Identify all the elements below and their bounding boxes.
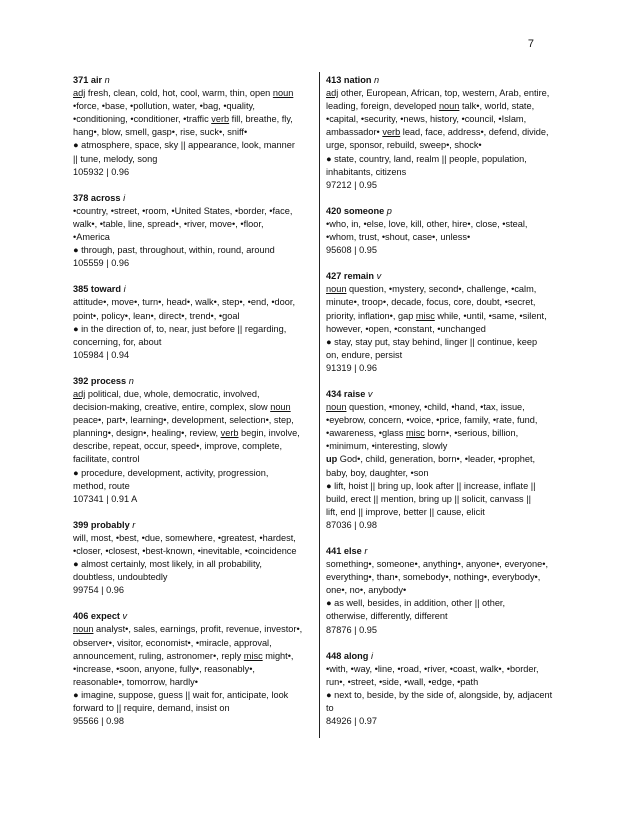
entry-line: ● lift, hoist || bring up, look after || increase, inflate || (326, 480, 536, 491)
entry-line: 99754 | 0.96 (73, 585, 124, 596)
entry-line: noun analyst•, sales, earnings, profit, revenue, investor•, (73, 624, 303, 635)
part-of-speech: i (370, 650, 373, 661)
entry (73, 74, 317, 179)
entry-line: lift, end || improve, better || cause, elicit (326, 506, 485, 517)
entry-line: planning•, design•, healing•, review, verb begin, involve, (73, 428, 300, 439)
entry-line: •America (73, 232, 110, 243)
entry-line: everything•, than•, somebody•, nothing•, everybody•, (326, 572, 541, 583)
entry-line: 105984 | 0.94 (73, 349, 130, 360)
entry-line: ● through, past, throughout, within, round, around (73, 245, 275, 256)
entry-line: run•, •street, •side, •wall, •edge, •path (326, 676, 479, 687)
entry-line: noun question, •mystery, second•, challenge, •calm, (326, 284, 537, 295)
entry-line: 105559 | 0.96 (73, 258, 130, 269)
part-of-speech: n (104, 75, 110, 85)
entry-line: announcement, ruling, astronomer•, reply misc might•, (73, 650, 294, 661)
entry-line: method, route (73, 480, 130, 491)
headword: 448 along (326, 650, 371, 661)
part-of-speech: v (367, 388, 373, 399)
entry-line: observer•, visitor, economist•, •miracle, approval, (73, 637, 272, 648)
entry-line: otherwise, differently, different (326, 611, 448, 622)
entry (73, 610, 317, 728)
headword: 413 nation (326, 75, 374, 85)
entry-line: ● procedure, development, activity, progression, (73, 467, 269, 478)
entry (326, 205, 570, 257)
entry-line: peace•, part•, learning•, development, selection•, step, (73, 415, 294, 426)
entry-headword (326, 74, 570, 87)
headword: 406 expect (73, 611, 123, 622)
entry-headword (326, 388, 570, 401)
part-of-speech: v (376, 271, 382, 282)
headword: 441 else (326, 546, 365, 556)
entry-line: ● in the direction of, to, near, just before || regarding, (73, 323, 287, 334)
entry-line: doubtless, undoubtedly (73, 572, 168, 583)
entry-headword (73, 192, 317, 205)
entry-line: ● atmosphere, space, sky || appearance, look, manner (73, 140, 295, 151)
part-of-speech: n (128, 375, 134, 386)
part-of-speech: r (132, 519, 136, 530)
entry (326, 270, 570, 375)
entry-line: noun question, •money, •child, •hand, •tax, issue, (326, 402, 525, 413)
entry-line: adj other, European, African, top, western, Arab, entire, (326, 88, 550, 99)
entry-line: concerning, for, about (73, 336, 162, 347)
entry (326, 545, 570, 637)
entry-headword (326, 545, 570, 558)
entry-line: 87876 | 0.95 (326, 624, 377, 635)
entry-line: adj political, due, whole, democratic, involved, (73, 388, 260, 399)
entry-line: •increase, •soon, anyone, fully•, reasonably•, (73, 663, 255, 674)
entry-line: 87036 | 0.98 (326, 519, 377, 530)
entry-line: baby, boy, daughter, •son (326, 467, 429, 478)
entry-line: •awareness, •glass misc born•, •serious, billion, (326, 428, 519, 439)
entry-line: 84926 | 0.97 (326, 716, 377, 727)
entry-line: ● imagine, suppose, guess || wait for, anticipate, look (73, 689, 289, 700)
part-of-speech: n (374, 75, 380, 85)
left-column (73, 74, 317, 741)
entry-line: 105932 | 0.96 (73, 166, 130, 177)
entry-headword (73, 375, 317, 388)
entry-line: describe, repeat, occur, speed•, improve, complete, (73, 441, 283, 452)
entry-line: priority, inflation•, gap misc while, •until, •same, •silent, (326, 310, 547, 321)
headword: 434 raise (326, 388, 368, 399)
entry-line: ● stay, stay put, stay behind, linger || continue, keep (326, 336, 538, 347)
entry-line: walk•, •table, line, spread•, •river, move•, •floor, (73, 218, 264, 229)
entry-line: 91319 | 0.96 (326, 362, 377, 373)
entry-line: 95608 | 0.95 (326, 245, 377, 256)
entry-line: •eyebrow, concern, •voice, •price, family, •rate, fund, (326, 415, 538, 426)
column-divider (319, 72, 320, 738)
headword: 371 air (73, 75, 105, 85)
entry-line: to (326, 703, 334, 714)
headword: 392 process (73, 375, 129, 386)
right-column (326, 74, 570, 741)
headword: 427 remain (326, 271, 377, 282)
entry-line: ● next to, beside, by the side of, alongside, by, adjacent (326, 689, 553, 700)
entry-headword (73, 74, 317, 87)
entry (73, 283, 317, 362)
entry-line: •minimum, •interesting, slowly (326, 441, 448, 452)
entry-line: •capital, •security, •news, history, •council, •Islam, (326, 114, 527, 125)
entry-line: •conditioning, •conditioner, •traffic verb fill, breathe, fly, (73, 114, 293, 125)
part-of-speech: i (123, 192, 126, 203)
entry (73, 375, 317, 506)
entry-headword (73, 519, 317, 532)
entry-line: however, •open, •constant, •unchanged (326, 323, 486, 334)
entry-line: minute•, troop•, decade, focus, core, doubt, •secret, (326, 297, 536, 308)
entry-line: 107341 | 0.91 A (73, 493, 138, 504)
entry-line: •closer, •closest, •best-known, •inevitable, •coincidence (73, 546, 297, 556)
entry-line: || tune, melody, song (73, 153, 158, 164)
entry (326, 388, 570, 532)
entry-line: inhabitants, citizens (326, 166, 407, 177)
entry-headword (73, 283, 317, 296)
entry (326, 650, 570, 729)
entry-line: •whom, trust, •shout, case•, unless• (326, 232, 471, 243)
entry-line: ambassador• verb lead, face, address•, defend, divide, (326, 127, 549, 138)
page-number: 7 (527, 38, 534, 50)
entry-line: reasonable•, tomorrow, hardly• (73, 676, 198, 687)
entry-line: will, most, •best, •due, somewhere, •greatest, •hardest, (73, 532, 296, 543)
headword: 420 someone (326, 205, 387, 216)
headword: 378 across (73, 192, 124, 203)
entry-line: facilitate, control (73, 454, 140, 465)
part-of-speech: p (386, 205, 392, 216)
headword: 399 probably (73, 519, 133, 530)
entry-headword (326, 205, 570, 218)
entry (326, 74, 570, 192)
entry-line: 95566 | 0.98 (73, 716, 124, 727)
entry-line: decision-making, creative, entire, complex, slow noun (73, 402, 291, 413)
entry-line: 97212 | 0.95 (326, 179, 377, 190)
entry (73, 519, 317, 598)
part-of-speech: i (123, 284, 126, 295)
entry-line: build, erect || mention, bring up || solicit, canvass || (326, 493, 531, 504)
entry-line: on, endure, persist (326, 349, 403, 360)
entry-line: urge, sponsor, rebuild, sweep•, shock• (326, 140, 482, 151)
entry-line: •force, •base, •pollution, water, •bag, •quality, (73, 101, 255, 112)
entry-line: ● state, country, land, realm || people, population, (326, 153, 527, 164)
entry-line: forward to || require, demand, insist on (73, 703, 230, 714)
entry-line: leading, foreign, developed noun talk•, world, state, (326, 101, 535, 112)
part-of-speech: v (122, 611, 128, 622)
entry-line: adj fresh, clean, cold, hot, cool, warm, thin, open noun (73, 88, 294, 99)
entry-headword (73, 610, 317, 623)
entry-line: up God•, child, generation, born•, •leader, •prophet, (326, 454, 536, 465)
entry-line: attitude•, move•, turn•, head•, walk•, step•, •end, •door, (73, 297, 295, 308)
entry-line: •who, in, •else, love, kill, other, hire•, close, •steal, (326, 218, 528, 229)
entry-line: ● almost certainly, most likely, in all probability, (73, 559, 262, 570)
entry-headword (326, 270, 570, 283)
entry-line: one•, no•, anybody• (326, 585, 407, 596)
entry-line: •country, •street, •room, •United States, •border, •face, (73, 205, 293, 216)
part-of-speech: r (364, 546, 368, 556)
entry (73, 192, 317, 271)
headword: 385 toward (73, 284, 124, 295)
entry-headword (326, 650, 570, 663)
entry-line: point•, policy•, lean•, direct•, trend•, •goal (73, 310, 240, 321)
entry-line: •with, •way, •line, •road, •river, •coast, walk•, •border, (326, 663, 539, 674)
entry-line: hang•, blow, smell, gasp•, rise, suck•, sniff• (73, 127, 248, 138)
entry-line: something•, someone•, anything•, anyone•, everyone•, (326, 559, 549, 570)
entry-line: ● as well, besides, in addition, other || other, (326, 598, 506, 609)
